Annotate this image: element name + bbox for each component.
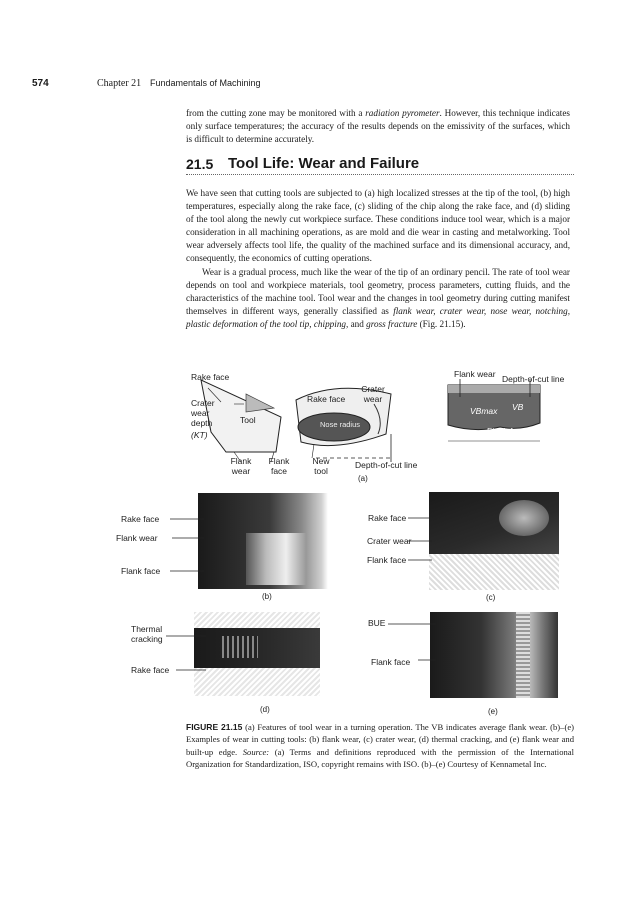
label-d-thermal-cracking: Thermal cracking: [131, 624, 163, 644]
subfigure-c-label: (c): [486, 593, 496, 602]
section-title: Tool Life: Wear and Failure: [228, 155, 420, 172]
subfigure-e-label: (e): [488, 707, 498, 716]
label-vb-max: VBmax: [470, 406, 498, 416]
photo-crater-wear: [429, 492, 559, 590]
body-paragraph-2: Wear is a gradual process, much like the wear of the tip of an ordinary pencil. The rate of tool wear depends on tool and workpiece materials, tool geometry, process parameters, cutting fluids, and the characteristics of the machine tool. Tool wear and the changes in tool geometry during cutting manifest themselves in different ways, generally classified as flank wear, crater wear, nose wear, notching, plastic deformation of the tool tip, chipping, and gross fracture (Fig. 21.15).: [186, 267, 571, 329]
label-rake-face-inner: Rake face: [307, 394, 346, 404]
label-flank-wear: Flank wear: [230, 456, 252, 476]
section-number: 21.5: [186, 156, 214, 172]
photo-bue: [430, 612, 558, 698]
label-new-tool: New tool: [312, 456, 330, 476]
label-c-crater-wear: Crater wear: [367, 536, 412, 546]
body-paragraph-1: We have seen that cutting tools are subjected to (a) high localized stresses at the tip of the tool, (b) high temperatures, especially along the rake face, (c) sliding of the chip along the rake face, and (d) sliding of the tool along the newly cut workpiece surface. These conditions induce tool wear, which is a major consideration in all machining operations, as are mold and die wear in casting and metalworking. Tool wear adversely affects tool life, the quality of the machined surface and its dimensional accuracy, and, consequently, the economics of cutting operations.: [186, 188, 570, 263]
figure-caption: FIGURE 21.15 (a) Features of tool wear in a turning operation. The VB indicates average flank wear. (b)–(e) Examples of wear in cutting tools: (b) flank wear, (c) crater wear, (d) thermal cracking, and (e) flank wear and built-up edge. Source: (a) Terms and definitions reproduced with the permission of the International Organization for Standardization, ISO, copyright remains with ISO. (b)–(e) Courtesy of Kennametal Inc.: [186, 722, 574, 769]
label-e-flank-face: Flank face: [371, 657, 411, 667]
label-right-flank-face: Flank face: [487, 426, 527, 436]
label-tool: Tool: [240, 415, 256, 425]
label-b-rake-face: Rake face: [121, 514, 160, 524]
label-right-depth-of-cut: Depth-of-cut line: [502, 374, 565, 384]
photo-flank-wear: [198, 493, 328, 589]
figure-label: FIGURE 21.15: [186, 722, 243, 732]
chapter-title: Fundamentals of Machining: [150, 78, 261, 88]
label-d-rake-face: Rake face: [131, 665, 170, 675]
label-right-flank-wear: Flank wear: [454, 369, 496, 379]
heading-rule: [186, 174, 574, 175]
label-nose-radius: Nose radius: [320, 420, 361, 429]
label-vb: VB: [512, 402, 524, 412]
subfigure-a-label: (a): [358, 474, 368, 483]
subfigure-b-label: (b): [262, 592, 272, 601]
crater-shape: [246, 394, 274, 412]
label-c-flank-face: Flank face: [367, 555, 407, 565]
label-b-flank-face: Flank face: [121, 566, 161, 576]
chapter-label: Chapter 21: [97, 78, 142, 89]
label-crater-wear: Crater wear: [361, 384, 385, 404]
page-number: 574: [32, 78, 49, 89]
label-c-rake-face: Rake face: [368, 513, 407, 523]
label-crater-wear-depth: Crater wear depth: [191, 398, 215, 428]
label-b-flank-wear: Flank wear: [116, 533, 158, 543]
label-depth-of-cut-line: Depth-of-cut line: [355, 460, 418, 470]
label-e-bue: BUE: [368, 618, 386, 628]
label-kt: (KT): [191, 430, 208, 440]
label-flank-face: Flank face: [268, 456, 290, 476]
label-rake-face: Rake face: [191, 372, 230, 382]
photo-thermal-cracking: [194, 612, 320, 696]
intro-paragraph: from the cutting zone may be monitored with a radiation pyrometer. However, this technique indicates only surface temperatures; the accuracy of the results depends on the emissivity of the surfaces, which is difficult to determine accurately.: [186, 108, 571, 144]
subfigure-d-label: (d): [260, 705, 270, 714]
